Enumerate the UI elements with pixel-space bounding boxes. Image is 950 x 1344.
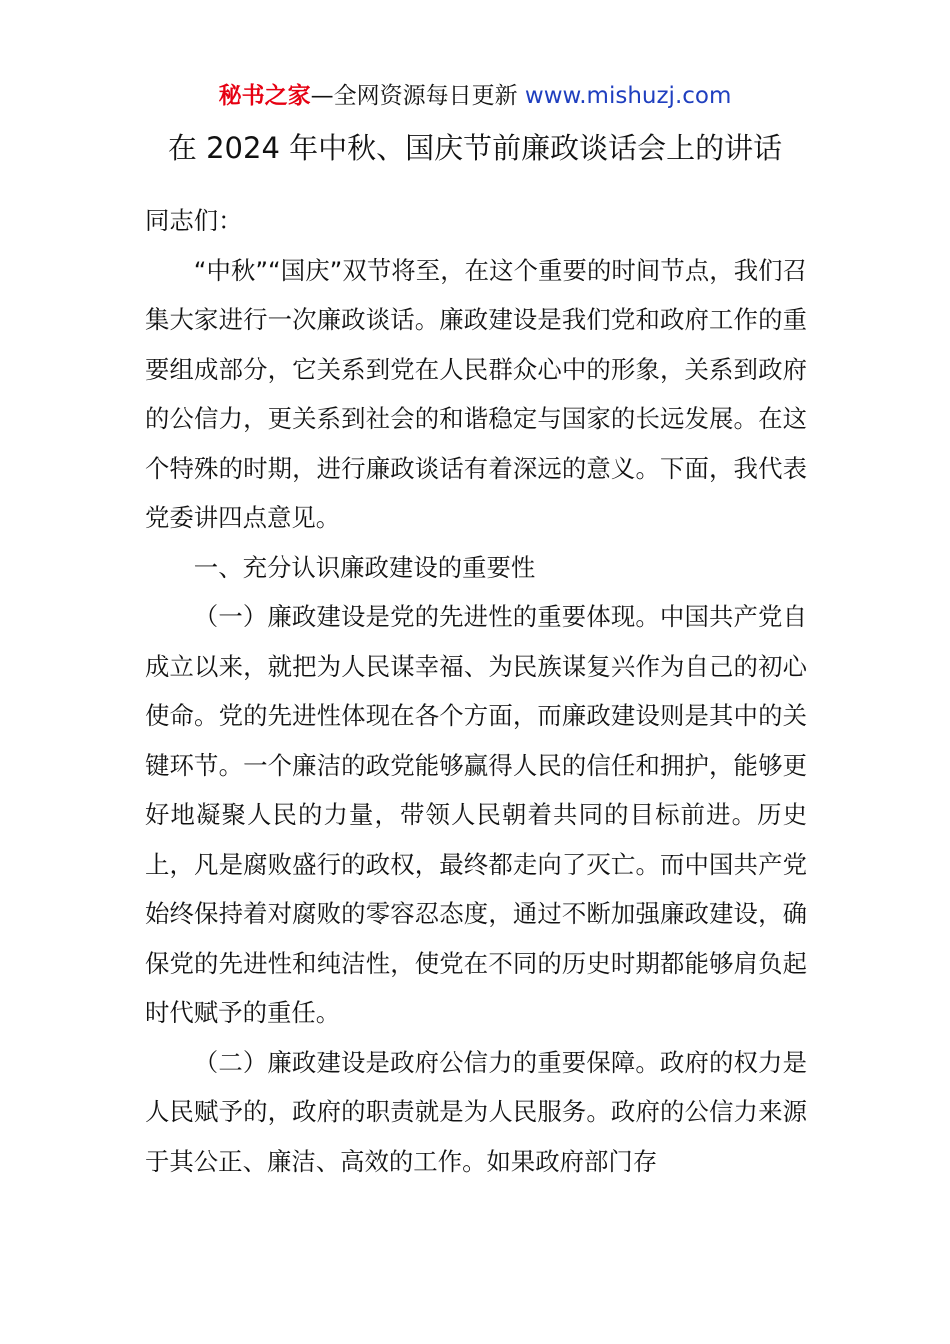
header-tagline: —全网资源每日更新 bbox=[310, 83, 525, 109]
salutation: 同志们： bbox=[145, 206, 243, 235]
section-heading-1: 一、充分认识廉政建设的重要性 bbox=[193, 552, 536, 582]
paragraph-intro: “中秋”“国庆”双节将至，在这个重要的时间节点，我们召集大家进行一次廉政谈话。廉政建设是我们党和政府工作的重要组成部分，它关系到党在人民群众心中的形象，关系到政府的公信力，更关系到社会的和谐稳定与国家的长远发展。在这个特殊的时期，进行廉政谈话有着深远的意义。下面，我代表党委讲四点意见。 bbox=[145, 255, 807, 532]
document-title: 在 2024 年中秋、国庆节前廉政谈话会上的讲话 bbox=[167, 131, 783, 165]
document-body bbox=[145, 196, 807, 1186]
brand-name: 秘书之家 bbox=[218, 83, 311, 109]
site-url-link[interactable]: www.mishuzj.com bbox=[524, 83, 732, 109]
site-header bbox=[0, 80, 950, 112]
paragraph-point-1: （一）廉政建设是党的先进性的重要体现。中国共产党自成立以来，就把为人民谋幸福、为民族谋复兴作为自己的初心使命。党的先进性体现在各个方面，而廉政建设则是其中的关键环节。一个廉洁的政党能够赢得人民的信任和拥护，能够更好地凝聚人民的力量，带领人民朝着共同的目标前进。历史上，凡是腐败盛行的政权，最终都走向了灭亡。而中国共产党始终保持着对腐败的零容忍态度，通过不断加强廉政建设，确保党的先进性和纯洁性，使党在不同的历史时期都能够肩负起时代赋予的重任。 bbox=[145, 602, 807, 1027]
paragraph-point-2: （二）廉政建设是政府公信力的重要保障。政府的权力是人民赋予的，政府的职责就是为人民服务。政府的公信力来源于其公正、廉洁、高效的工作。如果政府部门存 bbox=[145, 1047, 807, 1176]
